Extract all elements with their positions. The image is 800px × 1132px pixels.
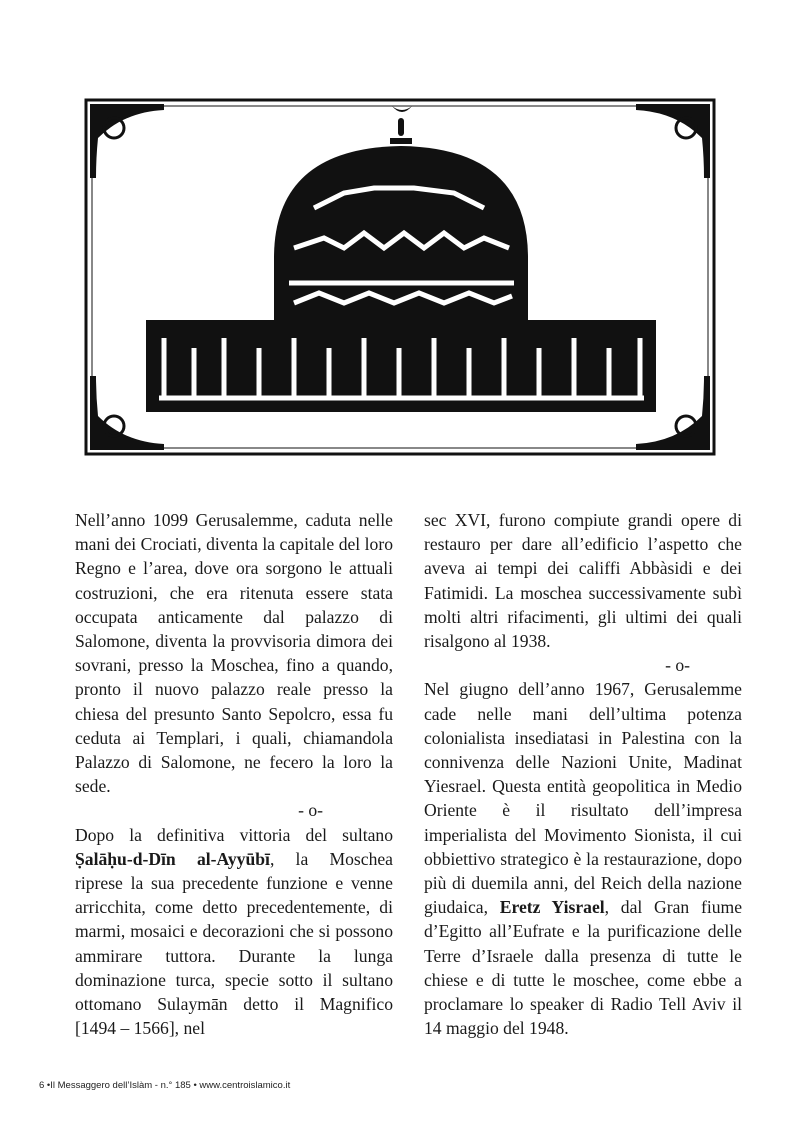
right-paragraph-2-end: , dal Gran fiume d’Egitto all’Eufrate e la purificazione delle Terre d’Israele dalla presenza di tutte le chiese e di tutte le moschee, come ebbe a proclamare lo speaker di Radio Tell Aviv il 14 maggio del 1948. — [424, 897, 743, 1039]
page-footer: 6 •Il Messaggero dell’Islàm - n.° 185 • www.centroislamico.it — [39, 1080, 291, 1091]
calligraphy-dome-icon — [84, 98, 716, 456]
right-paragraph-2 — [424, 677, 742, 1040]
right-paragraph-2-start: Nel giugno dell’anno 1967, Gerusalemme cade nelle mani dell’ultima potenza colonialista insediatasi in Palestina con la connivenza delle Nazioni Unite, Madinat Yiesrael. Questa entità geopolitica in Medio Oriente è il risultato dell’impresa imperialista del Movimento Sionista, il cui obbiettivo strategico è la restaurazione, dopo più di duemila anni, del Reich della nazione giudaica, — [424, 679, 742, 918]
section-separator: - o- — [665, 655, 690, 676]
left-paragraph-2 — [75, 823, 393, 1041]
right-column — [424, 508, 742, 1040]
left-paragraph-1: Nell’anno 1099 Gerusalemme, caduta nelle mani dei Crociati, diventa la capitale del loro Regno e l’area, dove ora sorgono le attuali costruzioni, che era ritenuta essere stata occupata anticamente dal palazzo di Salomone, diventa la provvisoria dimora dei sovrani, presso la Moschea, fino a quando, pronto il nuovo palazzo reale presso la chiesa del presunto Santo Sepolcro, essa fu ceduta ai Templari, i quali, chiamandola Palazzo di Salomone, ne fecero la loro la sede. — [75, 510, 393, 797]
left-column — [75, 508, 393, 1040]
calligraphy-dome-figure — [84, 98, 716, 456]
left-paragraph-2-start: Dopo la definitiva vittoria del sultano — [75, 824, 393, 845]
right-paragraph-1: sec XVI, furono compiute grandi opere di restauro per dare all’edificio l’aspetto che aveva ai tempi dei califfi Abbàsidi e dei Fatimidi. La moschea successivamente subì molti altri rifacimenti, gli ultimi dei quali risalgono al 1938. — [424, 510, 742, 652]
eretz-yisrael-term: Eretz Yisrael — [499, 897, 605, 918]
section-separator: - o- — [298, 800, 323, 821]
sultan-name: Ṣalāḥu-d-Dīn al-Ayyūbī — [75, 848, 270, 869]
left-paragraph-2-end: , la Moschea riprese la sua precedente funzione e venne arricchita, come detto precedentemente, di marmi, mosaici e decorazioni che si possono ammirare tuttora. Durante la lunga dominazione turca, specie sotto il sultano ottomano Sulaymān detto il Magnifico [1494 – 1566], nel — [75, 848, 393, 1039]
